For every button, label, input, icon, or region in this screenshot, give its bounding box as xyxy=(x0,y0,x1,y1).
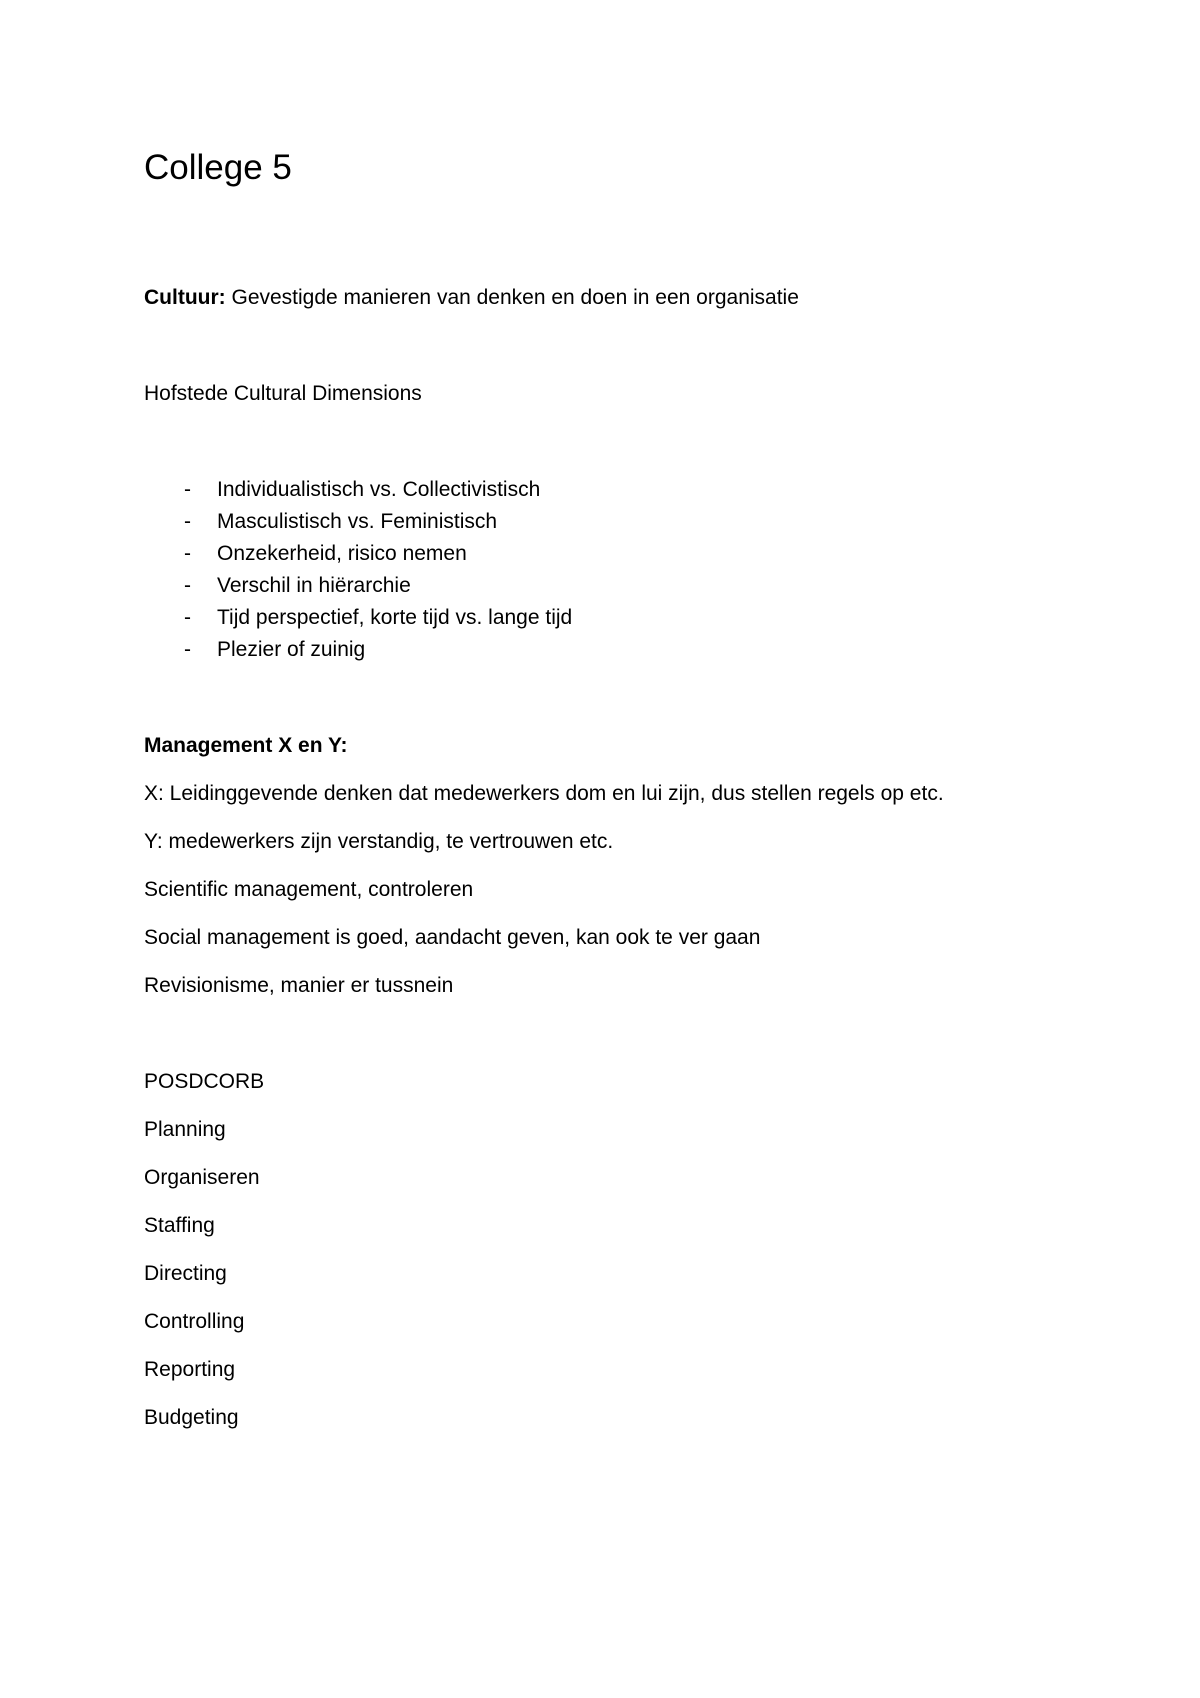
page-title: College 5 xyxy=(144,148,292,187)
cultuur-definition-text: Gevestigde manieren van denken en doen in een organisatie xyxy=(225,286,799,309)
hofstede-heading: Hofstede Cultural Dimensions xyxy=(144,382,422,405)
hofstede-item-text: Onzekerheid, risico nemen xyxy=(217,542,467,565)
management-line: X: Leidinggevende denken dat medewerkers dom en lui zijn, dus stellen regels op etc. xyxy=(144,782,944,805)
management-heading: Management X en Y: xyxy=(144,734,348,757)
posdcorb-item: Controlling xyxy=(144,1310,245,1333)
bullet-marker: - xyxy=(184,606,191,629)
posdcorb-item: Directing xyxy=(144,1262,227,1285)
posdcorb-heading: POSDCORB xyxy=(144,1070,265,1093)
hofstede-item-text: Verschil in hiërarchie xyxy=(217,574,411,597)
posdcorb-item: Organiseren xyxy=(144,1166,260,1189)
bullet-marker: - xyxy=(184,478,191,501)
posdcorb-item: Budgeting xyxy=(144,1406,239,1429)
hofstede-list-item xyxy=(184,637,365,663)
posdcorb-item: Staffing xyxy=(144,1214,215,1237)
hofstede-item-text: Individualistisch vs. Collectivistisch xyxy=(217,478,541,501)
management-line: Scientific management, controleren xyxy=(144,878,474,901)
hofstede-list-item xyxy=(184,477,540,503)
hofstede-item-text: Masculistisch vs. Feministisch xyxy=(217,510,498,533)
hofstede-list-item xyxy=(184,541,467,567)
management-line: Revisionisme, manier er tussnein xyxy=(144,974,454,997)
cultuur-term: Cultuur: xyxy=(144,286,226,309)
hofstede-list-item xyxy=(184,509,497,535)
bullet-marker: - xyxy=(184,574,191,597)
management-line: Y: medewerkers zijn verstandig, te vertrouwen etc. xyxy=(144,830,614,853)
hofstede-list-item xyxy=(184,605,572,631)
bullet-marker: - xyxy=(184,510,191,533)
bullet-marker: - xyxy=(184,542,191,565)
cultuur-definition xyxy=(144,285,799,311)
hofstede-item-text: Plezier of zuinig xyxy=(217,638,366,661)
bullet-marker: - xyxy=(184,638,191,661)
posdcorb-item: Reporting xyxy=(144,1358,236,1381)
hofstede-list-item xyxy=(184,573,411,599)
management-line: Social management is goed, aandacht geven, kan ook te ver gaan xyxy=(144,926,761,949)
posdcorb-item: Planning xyxy=(144,1118,226,1141)
hofstede-item-text: Tijd perspectief, korte tijd vs. lange tijd xyxy=(217,606,573,629)
